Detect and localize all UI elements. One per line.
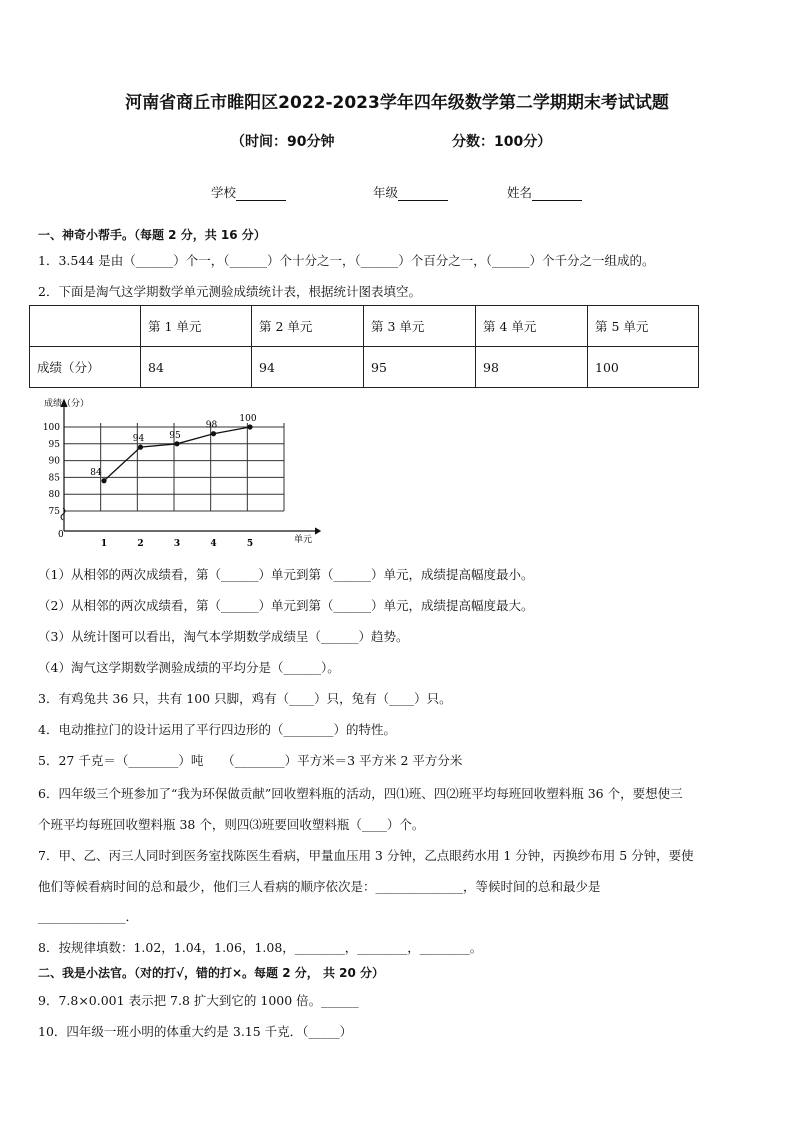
data-label: 95 xyxy=(169,430,181,441)
table-header-row xyxy=(30,306,699,347)
question-8: 8．按规律填数：1.02，1.04，1.06，1.08，________，________，________。 xyxy=(38,940,483,955)
table-header-cell: 第 1 单元 xyxy=(141,306,252,347)
section-2-heading: 二、我是小法官。（对的打√，错的打×。每题 2 分， 共 20 分） xyxy=(38,966,384,980)
table-header-cell: 第 5 单元 xyxy=(588,306,699,347)
section-1-heading: 一、神奇小帮手。（每题 2 分，共 16 分） xyxy=(38,228,266,242)
table-row xyxy=(30,347,699,388)
question-2: 2．下面是淘气这学期数学单元测验成绩统计表，根据统计图表填空。 xyxy=(38,284,421,299)
table-cell: 94 xyxy=(252,347,364,388)
x-tick-label: 5 xyxy=(246,539,254,549)
y-tick-label: 100 xyxy=(42,423,60,433)
data-point xyxy=(211,431,216,436)
question-10: 10．四年级一班小明的体重大约是 3.15 千克．（_____） xyxy=(38,1024,353,1039)
question-2-sub-4: （4）淘气这学期数学测验成绩的平均分是（______）。 xyxy=(38,660,340,675)
question-4: 4．电动推拉门的设计运用了平行四边形的（________）的特性。 xyxy=(38,722,396,737)
table-header-cell: 第 2 单元 xyxy=(252,306,364,347)
y-tick-label: 75 xyxy=(48,507,60,517)
score-line-chart xyxy=(36,394,326,554)
question-9: 9．7.8×0.001 表示把 7.8 扩大到它的 1000 倍。______ xyxy=(38,993,359,1008)
x-tick-label: 1 xyxy=(100,539,108,549)
x-tick-label: 3 xyxy=(173,539,181,549)
table-cell: 100 xyxy=(588,347,699,388)
question-7-line-3: ______________． xyxy=(38,909,139,924)
name-label: 姓名 xyxy=(507,185,533,200)
question-6-line-1: 6．四年级三个班参加了“我为环保做贡献”回收塑料瓶的活动，四⑴班、四⑵班平均每班回收塑料瓶 36 个，要想使三 xyxy=(38,786,683,801)
data-point xyxy=(174,441,179,446)
page-title: 河南省商丘市睢阳区2022-2023学年四年级数学第二学期期末考试试题 xyxy=(125,93,669,113)
table-header-cell: 第 3 单元 xyxy=(364,306,476,347)
school-field[interactable] xyxy=(211,183,286,201)
question-2-sub-2: （2）从相邻的两次成绩看，第（______）单元到第（______）单元，成绩提高幅度最大。 xyxy=(38,598,534,613)
data-point xyxy=(101,478,106,483)
data-point xyxy=(138,445,143,450)
grade-field[interactable] xyxy=(373,183,448,201)
y-tick-label: 85 xyxy=(48,473,60,484)
question-2-sub-1: （1）从相邻的两次成绩看，第（______）单元到第（______）单元，成绩提高幅度最小。 xyxy=(38,567,534,582)
exam-score: 分数：100分） xyxy=(452,134,552,150)
question-2-sub-3: （3）从统计图可以看出，淘气本学期数学成绩呈（______）趋势。 xyxy=(38,629,409,644)
table-header-cell xyxy=(30,306,141,347)
origin-label: 0 xyxy=(58,530,64,540)
y-tick-label: 95 xyxy=(48,439,60,450)
exam-time: （时间：90分钟 xyxy=(231,134,335,150)
data-point xyxy=(247,424,252,429)
y-tick-label: 90 xyxy=(48,456,60,467)
question-7-line-1: 7．甲、乙、丙三人同时到医务室找陈医生看病，甲量血压用 3 分钟，乙点眼药水用 1 分钟，丙换纱布用 5 分钟，要使 xyxy=(38,848,694,863)
data-label: 98 xyxy=(205,420,218,431)
name-field[interactable] xyxy=(507,183,582,201)
table-header-cell: 第 4 单元 xyxy=(476,306,588,347)
question-5: 5．27 千克＝（________）吨 （________）平方米＝3 平方米 2 平方分米 xyxy=(38,753,463,768)
data-label: 100 xyxy=(239,414,257,424)
grade-label: 年级 xyxy=(373,185,399,200)
table-cell: 84 xyxy=(141,347,252,388)
data-label: 94 xyxy=(132,434,145,445)
table-row-label: 成绩（分） xyxy=(30,347,141,388)
data-label: 84 xyxy=(90,467,102,478)
question-6-line-2: 个班平均每班回收塑料瓶 38 个，则四⑶班要回收塑料瓶（____）个。 xyxy=(38,817,425,832)
score-table xyxy=(29,305,699,388)
question-1: 1．3.544 是由（______）个一，（______）个十分之一，（______）个百分之一，（______）个千分之一组成的。 xyxy=(38,253,655,268)
x-axis-label: 单元 xyxy=(294,535,313,545)
x-tick-label: 4 xyxy=(210,539,217,549)
x-axis-arrow xyxy=(315,528,320,534)
y-tick-label: 80 xyxy=(48,490,60,501)
y-axis-label: 成绩（分） xyxy=(44,399,90,409)
table-cell: 98 xyxy=(476,347,588,388)
question-7-line-2: 他们等候看病时间的总和最少，他们三人看病的顺序依次是：______________，等候时间的总和最少是 xyxy=(38,879,601,894)
school-label: 学校 xyxy=(211,185,237,200)
table-cell: 95 xyxy=(364,347,476,388)
x-tick-label: 2 xyxy=(137,539,144,549)
question-3: 3．有鸡兔共 36 只，共有 100 只脚，鸡有（____）只，兔有（____）只。 xyxy=(38,691,452,706)
